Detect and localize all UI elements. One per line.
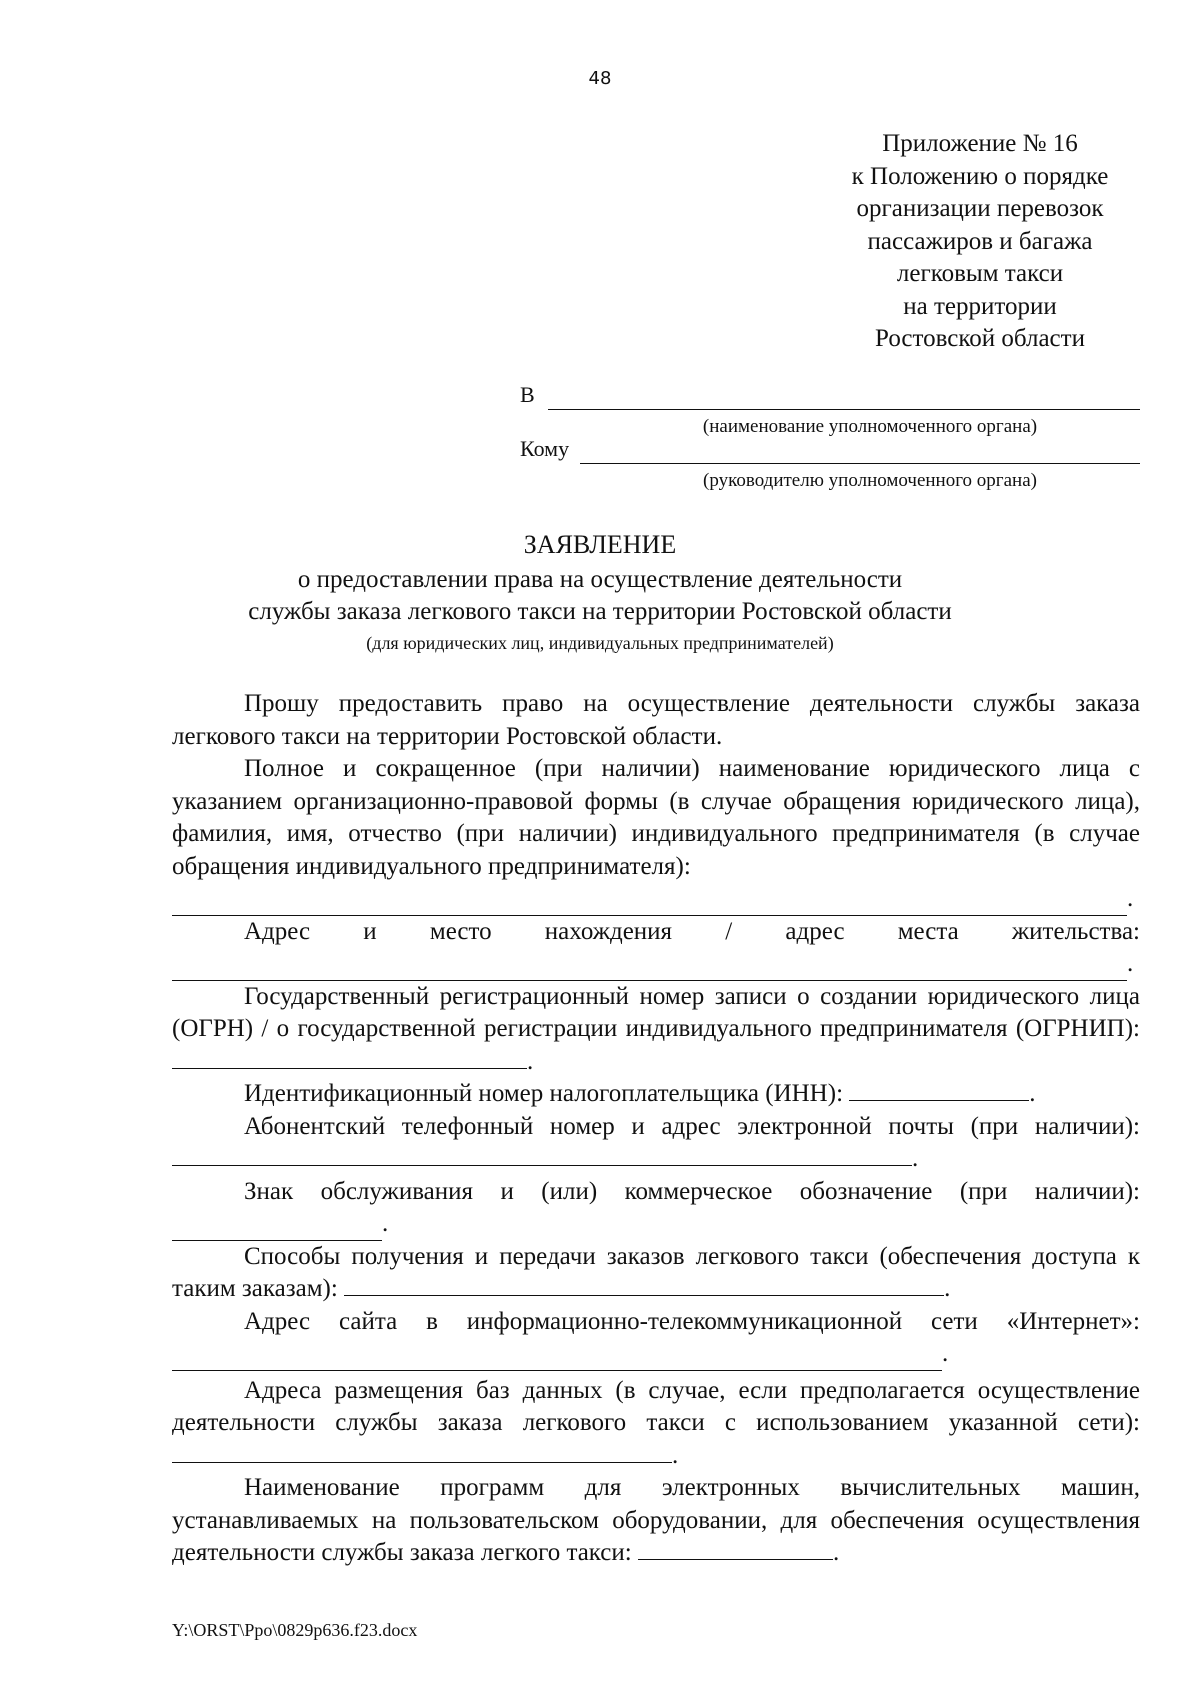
inn-field[interactable] bbox=[849, 1078, 1029, 1101]
period: . bbox=[944, 1275, 951, 1302]
recipient-head-caption: (руководителю уполномоченного органа) bbox=[703, 470, 1037, 491]
period: . bbox=[1127, 885, 1134, 912]
recipient-head-label: Кому bbox=[520, 436, 570, 461]
appendix-block bbox=[790, 128, 1170, 356]
ogrn-field[interactable] bbox=[172, 1046, 527, 1069]
recipient-organ-label: В bbox=[520, 382, 535, 407]
phone-email-field[interactable] bbox=[172, 1143, 912, 1166]
trademark-field[interactable] bbox=[172, 1218, 382, 1241]
entity-name-field[interactable] bbox=[172, 893, 1127, 916]
paragraph-order-methods bbox=[172, 1241, 1140, 1306]
website-field[interactable] bbox=[172, 1348, 942, 1371]
website-row bbox=[172, 1338, 1140, 1371]
trademark-row bbox=[172, 1208, 1140, 1241]
address-row bbox=[172, 948, 1140, 981]
paragraph-address: Адрес и место нахождения / адрес места жительства: bbox=[244, 917, 1140, 945]
recipient-head-row bbox=[520, 436, 1140, 466]
paragraph-phone-email bbox=[172, 1111, 1140, 1176]
paragraph-website: Адрес сайта в информационно-телекоммуникационной сети «Интернет»: bbox=[244, 1307, 1140, 1335]
appendix-line: пассажиров и багажа bbox=[867, 227, 1093, 255]
paragraph-trademark: Знак обслуживания и (или) коммерческое обозначение (при наличии): bbox=[244, 1177, 1140, 1205]
period: . bbox=[942, 1340, 949, 1367]
document-subtitle-1: о предоставлении права на осуществление деятельности bbox=[297, 566, 903, 593]
page-number: 48 bbox=[588, 68, 612, 89]
order-methods-field[interactable] bbox=[344, 1273, 944, 1296]
software-field[interactable] bbox=[638, 1537, 833, 1560]
paragraph-inn bbox=[172, 1078, 1140, 1111]
order-methods-label: Способы получения и передачи заказов легкового такси (обеспечения доступа к таким заказам): bbox=[172, 1242, 1140, 1302]
entity-name-row bbox=[172, 883, 1140, 916]
ogrn-label: Государственный регистрационный номер записи о создании юридического лица (ОГРН) / о государственной регистрации индивидуального предпринимателя (ОГРНИП): bbox=[172, 982, 1140, 1042]
footer-file-path: Y:\ORST\Ppo\0829p636.f23.docx bbox=[172, 1620, 418, 1640]
inn-label: Идентификационный номер налогоплательщика (ИНН): bbox=[244, 1080, 844, 1107]
database-field[interactable] bbox=[172, 1440, 672, 1463]
document-title: ЗАЯВЛЕНИЕ bbox=[523, 530, 677, 559]
recipient-organ-caption: (наименование уполномоченного органа) bbox=[702, 416, 1038, 437]
recipient-organ-row bbox=[520, 382, 1140, 412]
period: . bbox=[382, 1210, 389, 1237]
paragraph-request: Прошу предоставить право на осуществление деятельности службы заказа легкового такси на территории Ростовской области. bbox=[172, 690, 1140, 750]
software-label: Наименование программ для электронных вычислительных машин, устанавливаемых на пользовательском оборудовании, для обеспечения осуществления деятельности службы заказа легкого такси: bbox=[172, 1474, 1140, 1566]
paragraph-entity-name: Полное и сокращенное (при наличии) наименование юридического лица с указанием организационно-правовой формы (в случае обращения юридического лица), фамилия, имя, отчество (при наличии) индивидуального предпринимателя (в случае обращения индивидуального предпринимателя): bbox=[172, 755, 1140, 880]
phone-email-label: Абонентский телефонный номер и адрес электронной почты (при наличии): bbox=[244, 1112, 1140, 1140]
period: . bbox=[1029, 1080, 1036, 1107]
paragraph-database bbox=[172, 1375, 1140, 1473]
address-field[interactable] bbox=[172, 958, 1127, 981]
recipient-head-field[interactable] bbox=[580, 463, 1140, 464]
period: . bbox=[672, 1441, 679, 1469]
appendix-line: к Положению о порядке bbox=[851, 162, 1109, 190]
appendix-line: на территории bbox=[903, 292, 1057, 320]
application-body bbox=[172, 688, 1140, 1570]
period: . bbox=[832, 1539, 840, 1566]
document-subtitle-note: (для юридических лиц, индивидуальных предпринимателей) bbox=[366, 633, 834, 653]
document-subtitle-2: службы заказа легкового такси на территории Ростовской области bbox=[248, 598, 952, 625]
period: . bbox=[527, 1047, 534, 1075]
appendix-line: организации перевозок bbox=[856, 195, 1104, 222]
paragraph-software bbox=[172, 1472, 1140, 1570]
period: . bbox=[1127, 950, 1134, 977]
recipient-organ-field[interactable] bbox=[548, 409, 1140, 410]
period: . bbox=[912, 1145, 919, 1172]
appendix-line: Приложение № 16 bbox=[882, 130, 1078, 157]
appendix-line: Ростовской области bbox=[875, 325, 1085, 352]
appendix-line: легковым такси bbox=[896, 260, 1064, 287]
paragraph-ogrn bbox=[172, 981, 1140, 1079]
database-label: Адреса размещения баз данных (в случае, если предполагается осуществление деятельности службы заказа легкового такси с использованием указанной сети): bbox=[172, 1376, 1140, 1436]
